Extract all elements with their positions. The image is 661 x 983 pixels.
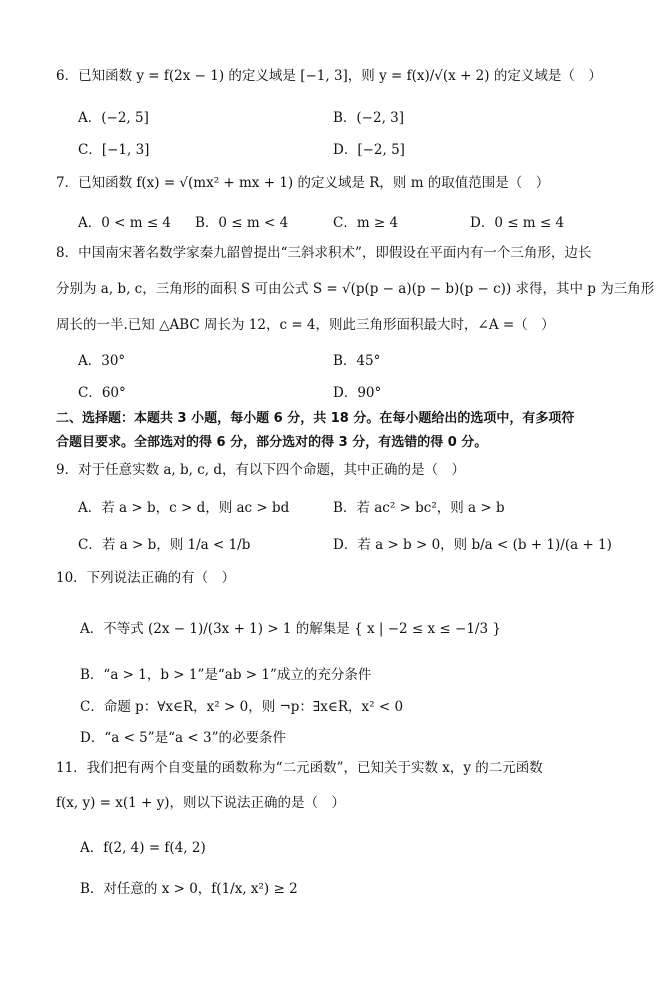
question-8-line-3: 周长的一半.已知 △ABC 周长为 12，c = 4，则此三角形面积最大时，∠A =（ ） bbox=[56, 317, 555, 333]
q9-option-c: C．若 a > b，则 1/a < 1/b bbox=[78, 537, 251, 553]
question-7-stem: 7．已知函数 f(x) = √(mx² + mx + 1) 的定义域是 R，则 m 的取值范围是（ ） bbox=[56, 175, 550, 191]
q6-option-a: A．(−2, 5] bbox=[78, 110, 149, 126]
q10-option-d: D．“a < 5”是“a < 3”的必要条件 bbox=[80, 730, 286, 746]
q10-option-c: C．命题 p：∀x∈R，x² > 0，则 ¬p：∃x∈R，x² < 0 bbox=[80, 699, 404, 715]
question-10-stem: 10．下列说法正确的有（ ） bbox=[56, 570, 236, 586]
q11-option-b: B．对任意的 x > 0，f(1/x, x²) ≥ 2 bbox=[80, 881, 298, 897]
q9-option-d: D．若 a > b > 0，则 b/a < (b + 1)/(a + 1) bbox=[333, 537, 612, 553]
q8-option-a: A．30° bbox=[78, 353, 126, 369]
q8-option-b: B．45° bbox=[333, 353, 381, 369]
q8-option-c: C．60° bbox=[78, 385, 126, 401]
question-11-line-2: f(x, y) = x(1 + y)，则以下说法正确的是（ ） bbox=[56, 795, 346, 811]
q7-option-c: C．m ≥ 4 bbox=[333, 215, 399, 231]
q9-option-a: A．若 a > b，c > d，则 ac > bd bbox=[78, 500, 290, 516]
q10-option-b: B．“a > 1，b > 1”是“ab > 1”成立的充分条件 bbox=[80, 667, 372, 683]
q7-option-b: B．0 ≤ m < 4 bbox=[195, 215, 289, 231]
q10-option-a: A．不等式 (2x − 1)/(3x + 1) > 1 的解集是 { x | −2 ≤ x ≤ −1/3 } bbox=[80, 621, 501, 637]
q6-option-b: B．(−2, 3] bbox=[333, 110, 405, 126]
question-6-stem: 6．已知函数 y = f(2x − 1) 的定义域是 [−1, 3]，则 y = f(x)/√(x + 2) 的定义域是（ ） bbox=[56, 68, 602, 84]
question-8-line-2: 分别为 a, b, c，三角形的面积 S 可由公式 S = √(p(p − a)(p − b)(p − c)) 求得，其中 p 为三角形 bbox=[56, 281, 655, 297]
q7-option-a: A．0 < m ≤ 4 bbox=[78, 215, 172, 231]
q6-option-c: C．[−1, 3] bbox=[78, 142, 150, 158]
q7-option-d: D．0 ≤ m ≤ 4 bbox=[470, 215, 565, 231]
q6-option-d: D．[−2, 5] bbox=[333, 142, 405, 158]
question-8-line-1: 8．中国南宋著名数学家秦九韶曾提出“三斜求积术”，即假设在平面内有一个三角形，边长 bbox=[56, 245, 592, 261]
q8-option-d: D．90° bbox=[333, 385, 382, 401]
question-9-stem: 9．对于任意实数 a, b, c, d，有以下四个命题，其中正确的是（ ） bbox=[56, 462, 466, 478]
section-2-heading-line-1: 二、选择题：本题共 3 小题，每小题 6 分，共 18 分。在每小题给出的选项中，有多项符 bbox=[56, 411, 575, 426]
question-11-line-1: 11．我们把有两个自变量的函数称为“二元函数”，已知关于实数 x，y 的二元函数 bbox=[56, 760, 543, 776]
section-2-heading-line-2: 合题目要求。全部选对的得 6 分，部分选对的得 3 分，有选错的得 0 分。 bbox=[56, 435, 488, 450]
q9-option-b: B．若 ac² > bc²，则 a > b bbox=[333, 500, 505, 516]
q11-option-a: A．f(2, 4) = f(4, 2) bbox=[80, 840, 206, 856]
